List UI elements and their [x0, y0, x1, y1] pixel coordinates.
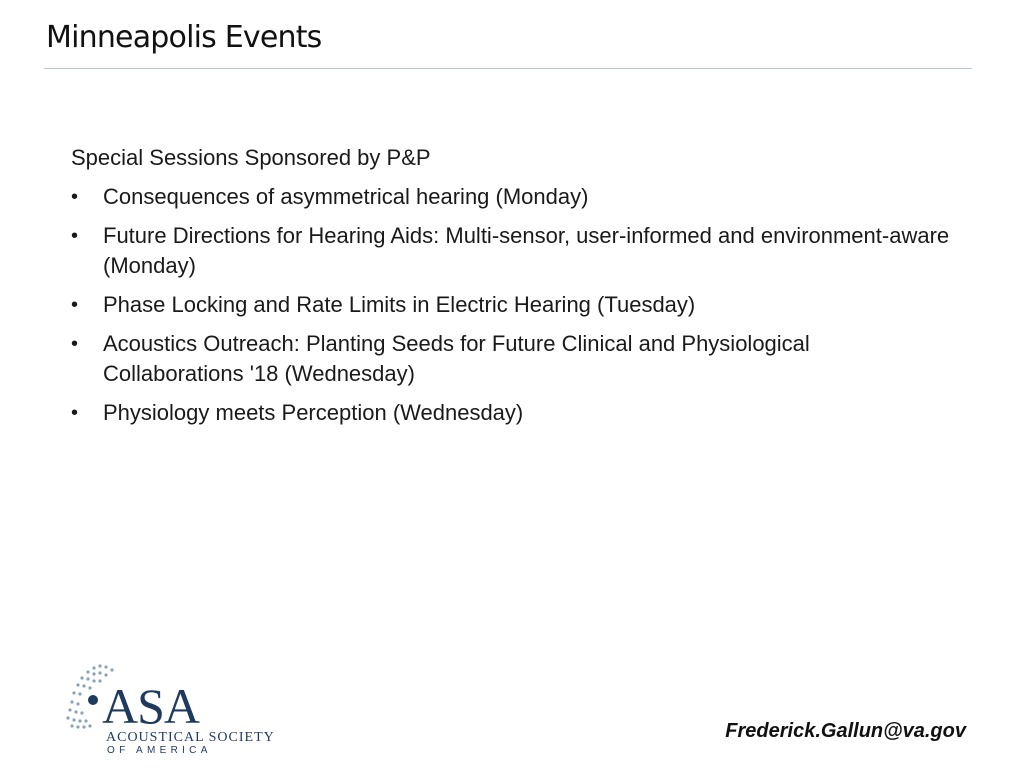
list-item [71, 182, 951, 212]
slide-title: Minneapolis Events [46, 20, 322, 55]
list-item-text: Phase Locking and Rate Limits in Electric Hearing (Tuesday) [103, 292, 696, 317]
session-list [71, 182, 951, 428]
list-item-text: Future Directions for Hearing Aids: Multi-sensor, user-informed and environment-aware (Monday) [103, 223, 950, 278]
list-item [71, 329, 951, 389]
bullet-icon: • [71, 186, 79, 208]
bullet-icon: • [71, 294, 79, 316]
logo-org-name: ACOUSTICAL SOCIETY [106, 730, 275, 745]
logo-acronym: ASA [102, 678, 200, 734]
logo-org-subname: OF AMERICA [107, 745, 212, 756]
bullet-icon: • [71, 333, 79, 355]
contact-email: Frederick.Gallun@va.gov [725, 720, 966, 742]
title-divider [44, 68, 972, 69]
list-item [71, 290, 951, 320]
bullet-icon: • [71, 402, 79, 424]
list-item [71, 221, 951, 281]
list-item-text: Consequences of asymmetrical hearing (Monday) [103, 184, 589, 209]
asa-logo [60, 660, 296, 760]
list-item-text: Physiology meets Perception (Wednesday) [103, 400, 524, 425]
bullet-icon: • [71, 225, 79, 247]
intro-line: Special Sessions Sponsored by P&P [71, 145, 431, 170]
list-item-text: Acoustics Outreach: Planting Seeds for Future Clinical and Physiological Collaborations '18 (Wednesday) [103, 331, 810, 386]
list-item [71, 398, 951, 428]
slide-content [71, 143, 951, 437]
